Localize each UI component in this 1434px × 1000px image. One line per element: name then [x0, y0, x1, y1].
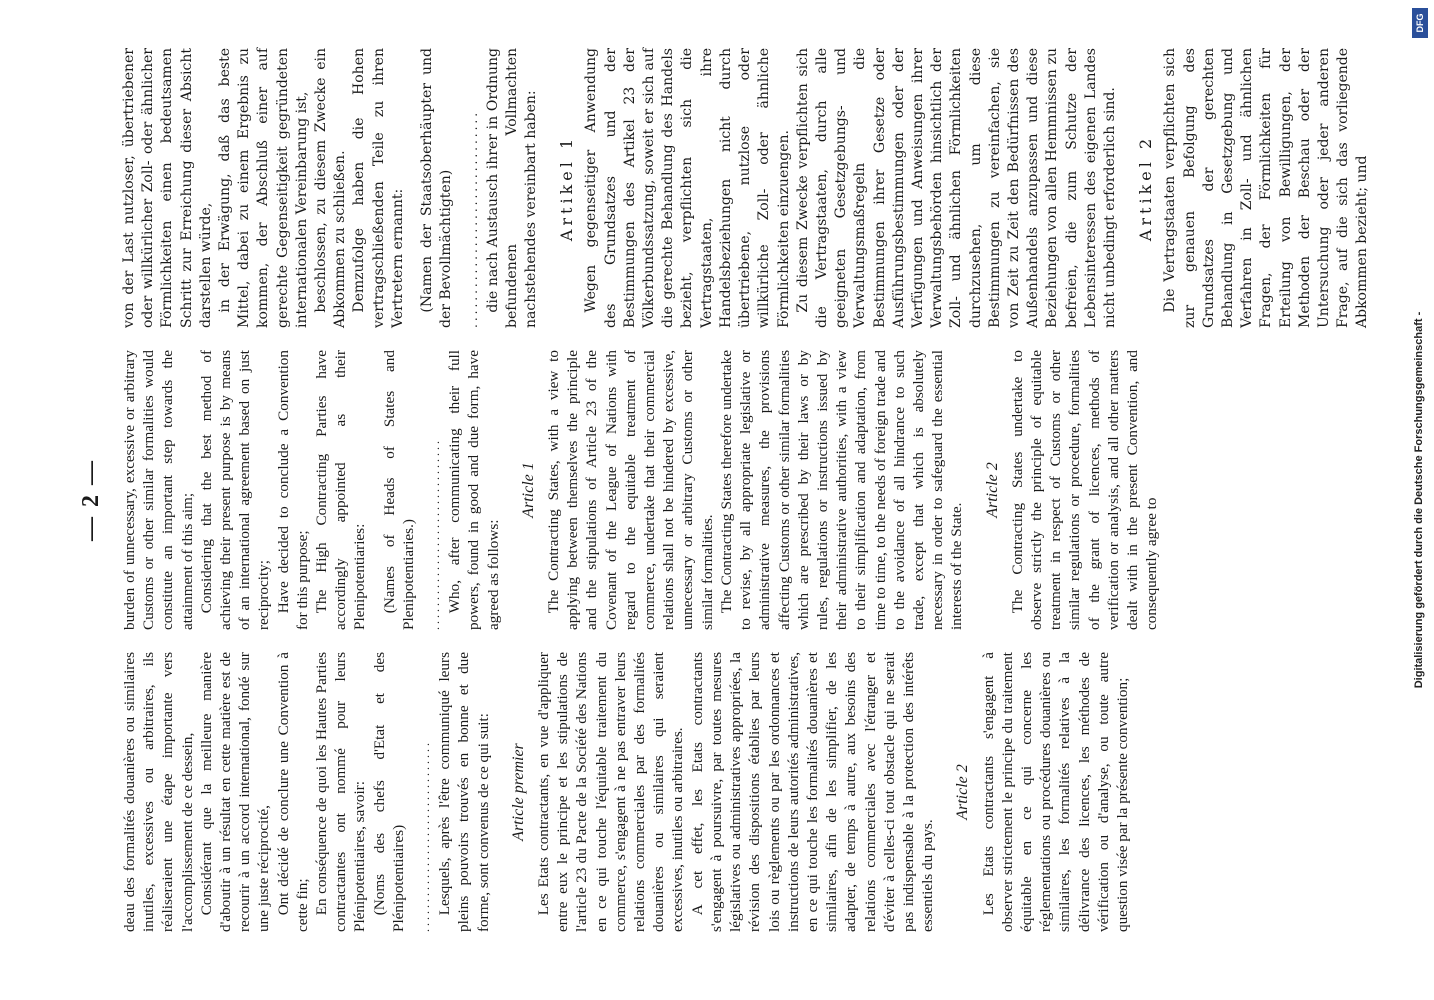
german-intro-5: (Namen der Staatsoberhäupter und der Bevollmächtigten) — [419, 48, 455, 328]
page-number: — 2 — — [78, 459, 104, 541]
german-article2-p1: Die Vertragstaaten verpflichten sich zur genauen Befolgung des Grundsatzes der gerechten Behandlung in Gesetzgebung und Verfahren in Zoll- und ähnlichen Fragen, der Förmlichkeiten für Erteilung von Bewilligungen, der Methoden der Beschau oder der Untersuchung oder jeder anderen Frage, auf die sich das vorliegende Abkommen bezieht; und — [1162, 48, 1371, 328]
french-article1-p1: Les Etats contractants, en vue d'appliquer entre eux le principe et les stipulations de l'article 23 du Pacte de la Société des Nations en ce qui touche l'équitable traitement du commerce, s'engagent à ne pas entraver leurs relations commerciales par des formalités douanières ou similaires qui seraient excessives, inutiles ou arbitraires. — [535, 652, 687, 932]
french-article1-p2: A cet effet, les Etats contractants s'engagent à poursuivre, par toutes mesures législatives ou administratives appropriées, la révision des dispositions établies par leurs lois ou règlements ou par les ordonnances et instructions de leurs autorités administratives, en ce qui touche les formalités douanières et similaires, afin de les simplifier, de les adapter, de temps à autre, aux besoins des relations commerciales avec l'étranger et d'éviter à celles-ci tout obstacle qui ne serait pas indispensable à la protection des intérêts essentiels du pays. — [688, 652, 937, 932]
digitization-note — [1408, 0, 1430, 1000]
french-intro-2: Considérant que la meilleure manière d'aboutir à un résultat en cette matière est de recourir à un accord international, fondé sur une juste réciprocité, — [197, 652, 273, 932]
french-closing: Lesquels, après l'être communiqué leurs pleins pouvoirs trouvés en bonne et due forme, sont convenus de ce qui suit: — [436, 652, 492, 932]
english-article1-p1: The Contracting States, with a view to applying between themselves the principle and the stipulations of Article 23 of the Covenant of the League of Nations with regard to the equitable treatment of commerce, undertake that their commercial relations shall not be hindered by excessive, unnecessary or arbitrary Customs or other similar formalities. — [545, 350, 716, 630]
english-article1-heading: Article 1 — [519, 462, 537, 518]
german-intro-3: beschlossen, zu diesem Zwecke ein Abkommen zu schließen. — [313, 48, 349, 328]
french-article1-heading: Article premier — [509, 743, 527, 841]
english-article2-p1: The Contracting States undertake to observe strictly the principle of equitable treatment in respect of Customs or other similar regulations or procedure, formalities of the grant of licences, methods of verification or analysis, and all other matters dealt with in the present Convention, and consequently agree to — [1008, 350, 1161, 630]
french-article2-heading: Article 2 — [954, 764, 972, 820]
french-article2-p1: Les Etats contractants s'engagent à observer strictement le principe du traitement équitable en ce qui concerne les réglementations ou procédures douanières ou similaires, les formalités relatives à la délivrance des licences, les méthodes de vérification ou d'analyse, ou toute autre question visée par la présente convention; — [979, 652, 1131, 932]
german-column — [120, 48, 1373, 328]
french-dots: ................................ — [418, 740, 433, 932]
english-intro-1: burden of unnecessary, excessive or arbitrary Customs or other similar formalities would constitute an important step towards the attainment of this aim; — [121, 350, 196, 630]
french-intro-5: (Noms des chefs d'Etat et des Plénipotentiaires) — [370, 652, 407, 932]
english-intro-3: Have decided to conclude a Convention for this purpose; — [274, 350, 311, 630]
dfg-logo — [1412, 8, 1428, 38]
french-intro-3: Ont décidé de conclure une Convention à cette fin; — [274, 652, 311, 932]
german-closing: die nach Austausch ihrer in Ordnung befundenen Vollmachten nachstehendes vereinbart haben: — [484, 48, 540, 328]
english-article2-heading: Article 2 — [983, 462, 1001, 518]
german-intro-2: in der Erwägung, daß das beste Mittel, dabei zu einem Ergebnis zu kommen, der Abschluß einer auf gerechte Gegenseitigkeit gegründeten internationalen Vereinbarung ist, — [217, 48, 310, 328]
french-column — [120, 652, 1132, 932]
french-intro-1: deau des formalités douanières ou similaires inutiles, excessives ou arbitraires, ils réaliseraient une étape importante vers l'accomplissement de ce dessein, — [121, 652, 196, 932]
german-article1-heading: Artikel 1 — [557, 134, 577, 242]
english-intro-5: (Names of Heads of States and Plenipotentiaries.) — [380, 350, 417, 630]
dfg-logo-text: DFG — [1415, 13, 1425, 33]
german-article2-heading: Artikel 2 — [1136, 134, 1156, 242]
english-dots: ................................ — [428, 438, 443, 630]
german-intro-1: von der Last nutzloser, übertriebener oder willkürlicher Zoll- oder ähnlicher Förmlichkeiten einen bedeutsamen Schritt zur Erreichung dieser Absicht darstellen würde, — [121, 48, 214, 328]
english-column — [120, 350, 1161, 630]
german-article1-p2: Zu diesem Zwecke verpflichten sich die Vertragstaaten, durch alle geeigneten Gesetzgebungs- und Verwaltungsmaßregeln die Bestimmungen ihrer Gesetze oder Ausführungsbestimmungen oder der Verfügungen und Anweisungen ihrer Verwaltungsbehörden hinsichtlich der Zoll- und ähnlichen Förmlichkeiten durchzusehen, um diese Bestimmungen zu vereinfachen, sie von Zeit zu Zeit den Bedürfnissen des Außenhandels anzupassen und diese Beziehungen von allen Hemmnissen zu befreien, die zum Schutze der Lebensinteressen des eigenen Landes nicht unbedingt erforderlich sind. — [794, 48, 1118, 328]
digitization-note-text: Digitalisierung gefördert durch die Deutsche Forschungsgemeinschaft - — [1413, 311, 1425, 689]
german-intro-4: Demzufolge haben die Hohen vertragschließenden Teile zu ihren Vertretern ernannt: — [351, 48, 406, 328]
german-article1-p1: Wegen gegenseitiger Anwendung des Grundsatzes und der Bestimmungen des Artikel 23 der Völkerbundssatzung, soweit er sich auf die gerechte Behandlung des Handels bezieht, verpflichten sich die Vertragstaaten, ihre Handelsbeziehungen nicht durch übertriebene, nutzlose oder willkürliche Zoll- oder ähnliche Förmlichkeiten einzuengen. — [583, 48, 792, 328]
german-dots: ................................ — [466, 109, 481, 328]
english-intro-2: Considering that the best method of achieving their present purpose is by means of an international agreement based on just reciprocity; — [197, 350, 273, 630]
english-closing: Who, after communicating their full powers, found in good and due form, have agreed as follows: — [446, 350, 502, 630]
english-article1-p2: The Contracting States therefore undertake to revise, by all appropriate legislative or administrative measures, the provisions affecting Customs or other similar formalities which are prescribed by their laws or by rules, regulations or instructions issued by their administrative authorities, with a view to their simplification and adaptation, from time to time, to the needs of foreign trade and to the avoidance of all hindrance to such trade, except that which is absolutely necessary in order to safeguard the essential interests of the State. — [717, 350, 966, 630]
english-intro-4: The High Contracting Parties have accordingly appointed as their Plenipotentiaries: — [313, 350, 369, 630]
french-intro-4: En conséquence de quoi les Hautes Parties contractantes ont nommé pour leurs Plénipotentiaires, savoir: — [313, 652, 369, 932]
